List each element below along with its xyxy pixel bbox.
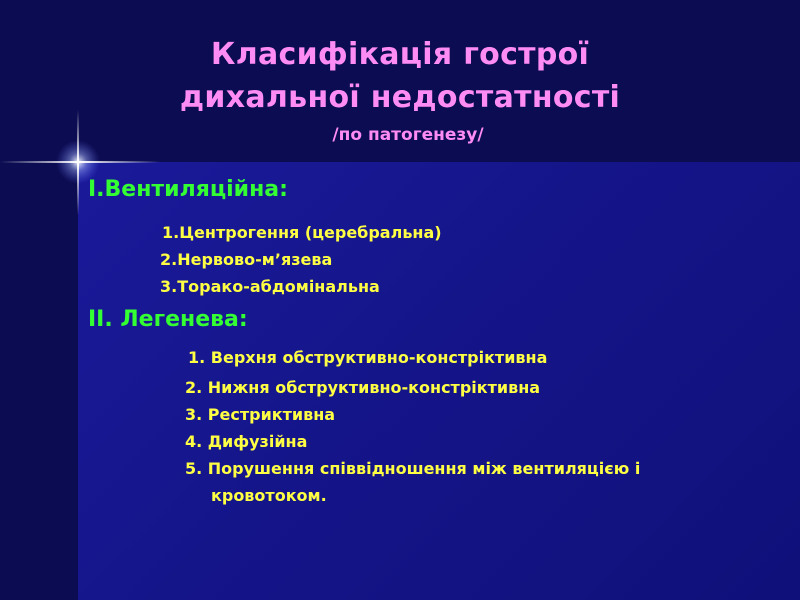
left-band — [0, 162, 78, 600]
list-item: 4. Дифузійна — [185, 432, 308, 451]
section-heading-ventilation: I.Вентиляційна: — [88, 177, 288, 202]
list-item: 5. Порушення співвідношення між вентиляцією і — [185, 459, 641, 478]
list-item: 2. Нижня обструктивно-констріктивна — [185, 378, 541, 397]
slide-title-line2: дихальної недостатності — [179, 80, 621, 115]
list-item-continuation: кровотоком. — [211, 486, 327, 505]
section-heading-pulmonary: II. Легенева: — [88, 307, 248, 332]
list-item: 1.Центрогення (церебральна) — [162, 223, 442, 242]
slide-subtitle: /по патогенезу/ — [332, 125, 484, 145]
list-item: 2.Нервово-м’язева — [160, 250, 333, 269]
list-item: 3.Торако-абдомінальна — [160, 277, 380, 296]
list-item: 1. Верхня обструктивно-констріктивна — [188, 348, 548, 367]
list-item: 3. Рестриктивна — [185, 405, 336, 424]
slide-title-line1: Класифікація гострої — [210, 37, 590, 72]
